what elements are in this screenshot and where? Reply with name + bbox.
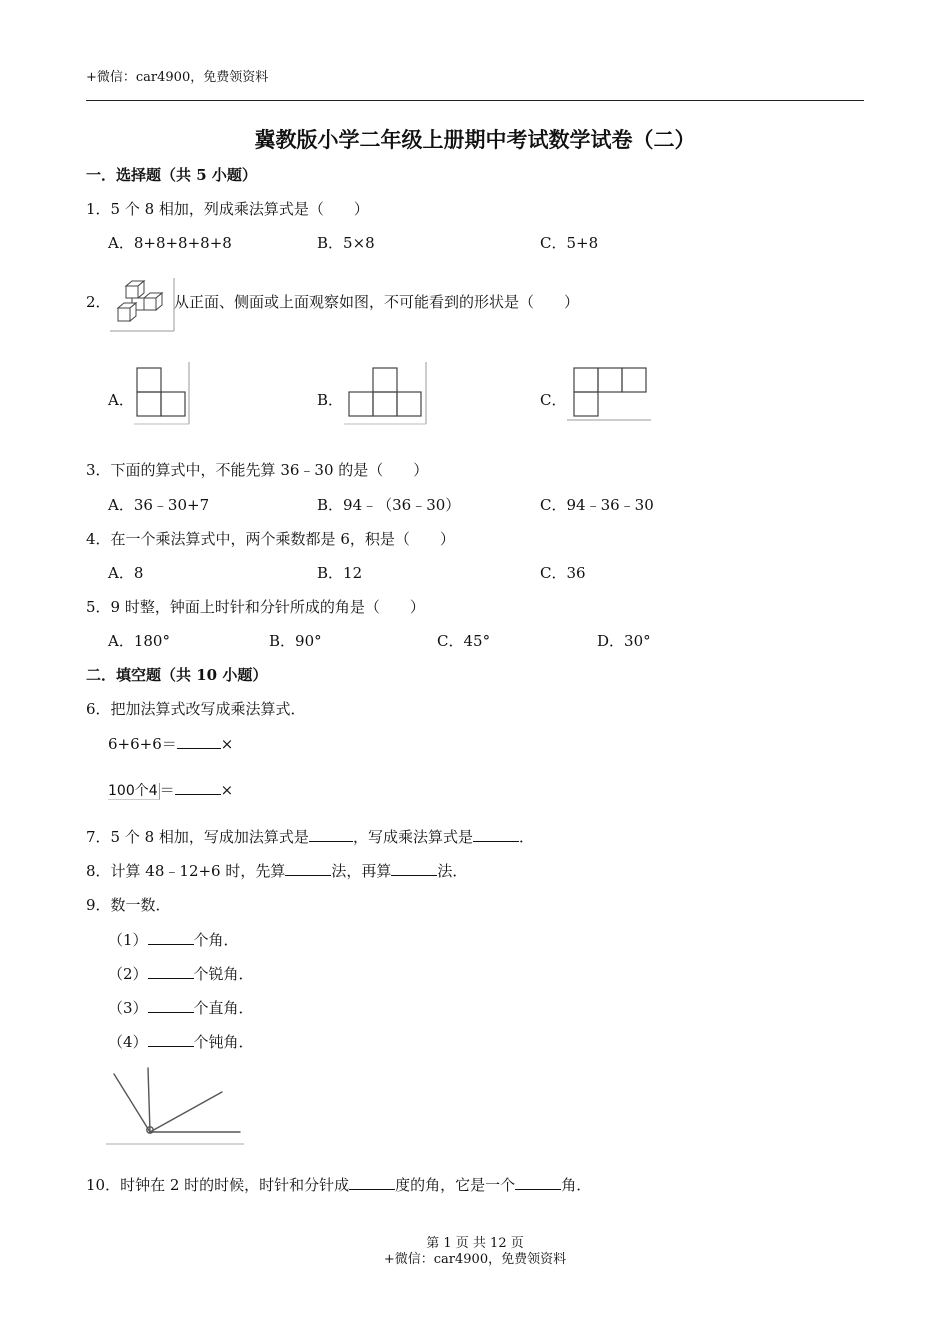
question-8-text-3: 法． <box>437 862 468 880</box>
question-7-text-3: ． <box>518 828 534 846</box>
question-4-option-b: B．12 <box>317 564 363 582</box>
option-a-shape-figure <box>134 362 192 426</box>
question-2-number: 2． <box>86 293 111 311</box>
question-8 <box>86 860 467 881</box>
question-6-line-1-expression: 6+6+6＝ <box>108 735 177 753</box>
question-7 <box>86 826 534 847</box>
question-10-text-1: 10．时钟在 2 时的时候，时针和分针成 <box>86 1176 350 1194</box>
answer-blank[interactable] <box>148 1031 194 1047</box>
question-2-option-b: B． <box>317 391 344 409</box>
question-9-item-2 <box>108 963 254 984</box>
cube-stack-figure <box>110 278 176 332</box>
answer-blank[interactable] <box>309 826 353 842</box>
question-9-item-1-text: 个角． <box>193 931 239 949</box>
answer-blank[interactable] <box>177 733 221 749</box>
question-4-stem: 4．在一个乘法算式中，两个乘数都是 6，积是（ ） <box>86 530 455 548</box>
answer-blank[interactable] <box>473 826 519 842</box>
answer-blank[interactable] <box>349 1174 395 1190</box>
question-6-stem: 6．把加法算式改写成乘法算式． <box>86 700 306 718</box>
question-9-item-2-text: 个锐角． <box>193 965 254 983</box>
section-heading-choice: 一．选择题（共 5 小题） <box>86 166 257 184</box>
footer-watermark: +微信：car4900，免费领资料 <box>383 1252 567 1267</box>
question-3-option-b: B．94﹣（36﹣30） <box>317 496 461 514</box>
question-10-text-2: 度的角，它是一个 <box>395 1176 516 1194</box>
answer-blank[interactable] <box>148 963 194 979</box>
question-9-item-3-text: 个直角． <box>193 999 254 1017</box>
question-9-item-4-text: 个钝角． <box>193 1033 254 1051</box>
question-4-option-c: C．36 <box>540 564 586 582</box>
question-7-text-1: 7．5 个 8 相加，写成加法算式是 <box>86 828 309 846</box>
option-c-shape-figure <box>567 364 653 424</box>
question-7-text-2: ，写成乘法算式是 <box>352 828 473 846</box>
question-1-option-a: A．8+8+8+8+8 <box>108 234 232 252</box>
question-8-text-2: 法，再算 <box>331 862 392 880</box>
question-5-option-b: B．90° <box>269 632 322 650</box>
question-10 <box>86 1174 591 1195</box>
question-9-stem: 9．数一数． <box>86 896 171 914</box>
answer-blank[interactable] <box>175 779 221 795</box>
question-6-line-1-times: × <box>220 735 234 753</box>
question-6-line-1 <box>108 733 233 754</box>
question-1-option-c: C．5+8 <box>540 234 599 252</box>
question-1-stem: 1．5 个 8 相加，列成乘法算式是（ ） <box>86 200 369 218</box>
question-9-item-4-label: （4） <box>108 1033 148 1051</box>
header-divider <box>86 100 864 101</box>
question-3-option-c: C．94﹣36﹣30 <box>540 496 654 514</box>
question-2-stem: 从正面、侧面或上面观察如图，不可能看到的形状是（ ） <box>174 293 580 311</box>
answer-blank[interactable] <box>148 929 194 945</box>
question-9-item-1-label: （1） <box>108 931 148 949</box>
question-2-option-c: C． <box>540 391 567 409</box>
question-2-option-a: A． <box>108 391 134 409</box>
angle-counting-figure <box>104 1064 246 1148</box>
section-heading-fill-blank: 二．填空题（共 10 小题） <box>86 666 268 684</box>
page-number: 第 1 页 共 12 页 <box>426 1236 524 1251</box>
option-b-shape-figure <box>344 362 428 426</box>
page-title: 冀教版小学二年级上册期中考试数学试卷（二） <box>254 127 696 152</box>
question-4-option-a: A．8 <box>108 564 144 582</box>
question-5-option-d: D．30° <box>597 632 651 650</box>
question-10-text-3: 角． <box>561 1176 592 1194</box>
question-9-item-3-label: （3） <box>108 999 148 1017</box>
question-3-stem: 3．下面的算式中，不能先算 36﹣30 的是（ ） <box>86 461 429 479</box>
question-6-line-2-times: × <box>220 781 234 799</box>
question-1-option-b: B．5×8 <box>317 234 375 252</box>
question-9-item-4 <box>108 1031 254 1052</box>
question-3-option-a: A．36﹣30+7 <box>108 496 210 514</box>
question-5-option-c: C．45° <box>437 632 491 650</box>
question-5-stem: 5．9 时整，钟面上时针和分针所成的角是（ ） <box>86 598 425 616</box>
answer-blank[interactable] <box>391 860 437 876</box>
answer-blank[interactable] <box>148 997 194 1013</box>
question-9-item-3 <box>108 997 254 1018</box>
header-watermark: +微信：car4900，免费领资料 <box>86 70 269 85</box>
question-9-item-2-label: （2） <box>108 965 148 983</box>
question-8-text-1: 8．计算 48﹣12+6 时，先算 <box>86 862 286 880</box>
question-6-count-box: 100个4 <box>108 783 158 799</box>
question-6-line-2-equals: ＝ <box>159 781 175 799</box>
question-5-option-a: A．180° <box>108 632 170 650</box>
question-9-item-1 <box>108 929 239 950</box>
answer-blank[interactable] <box>515 1174 561 1190</box>
answer-blank[interactable] <box>285 860 331 876</box>
question-6-line-2 <box>108 779 233 800</box>
